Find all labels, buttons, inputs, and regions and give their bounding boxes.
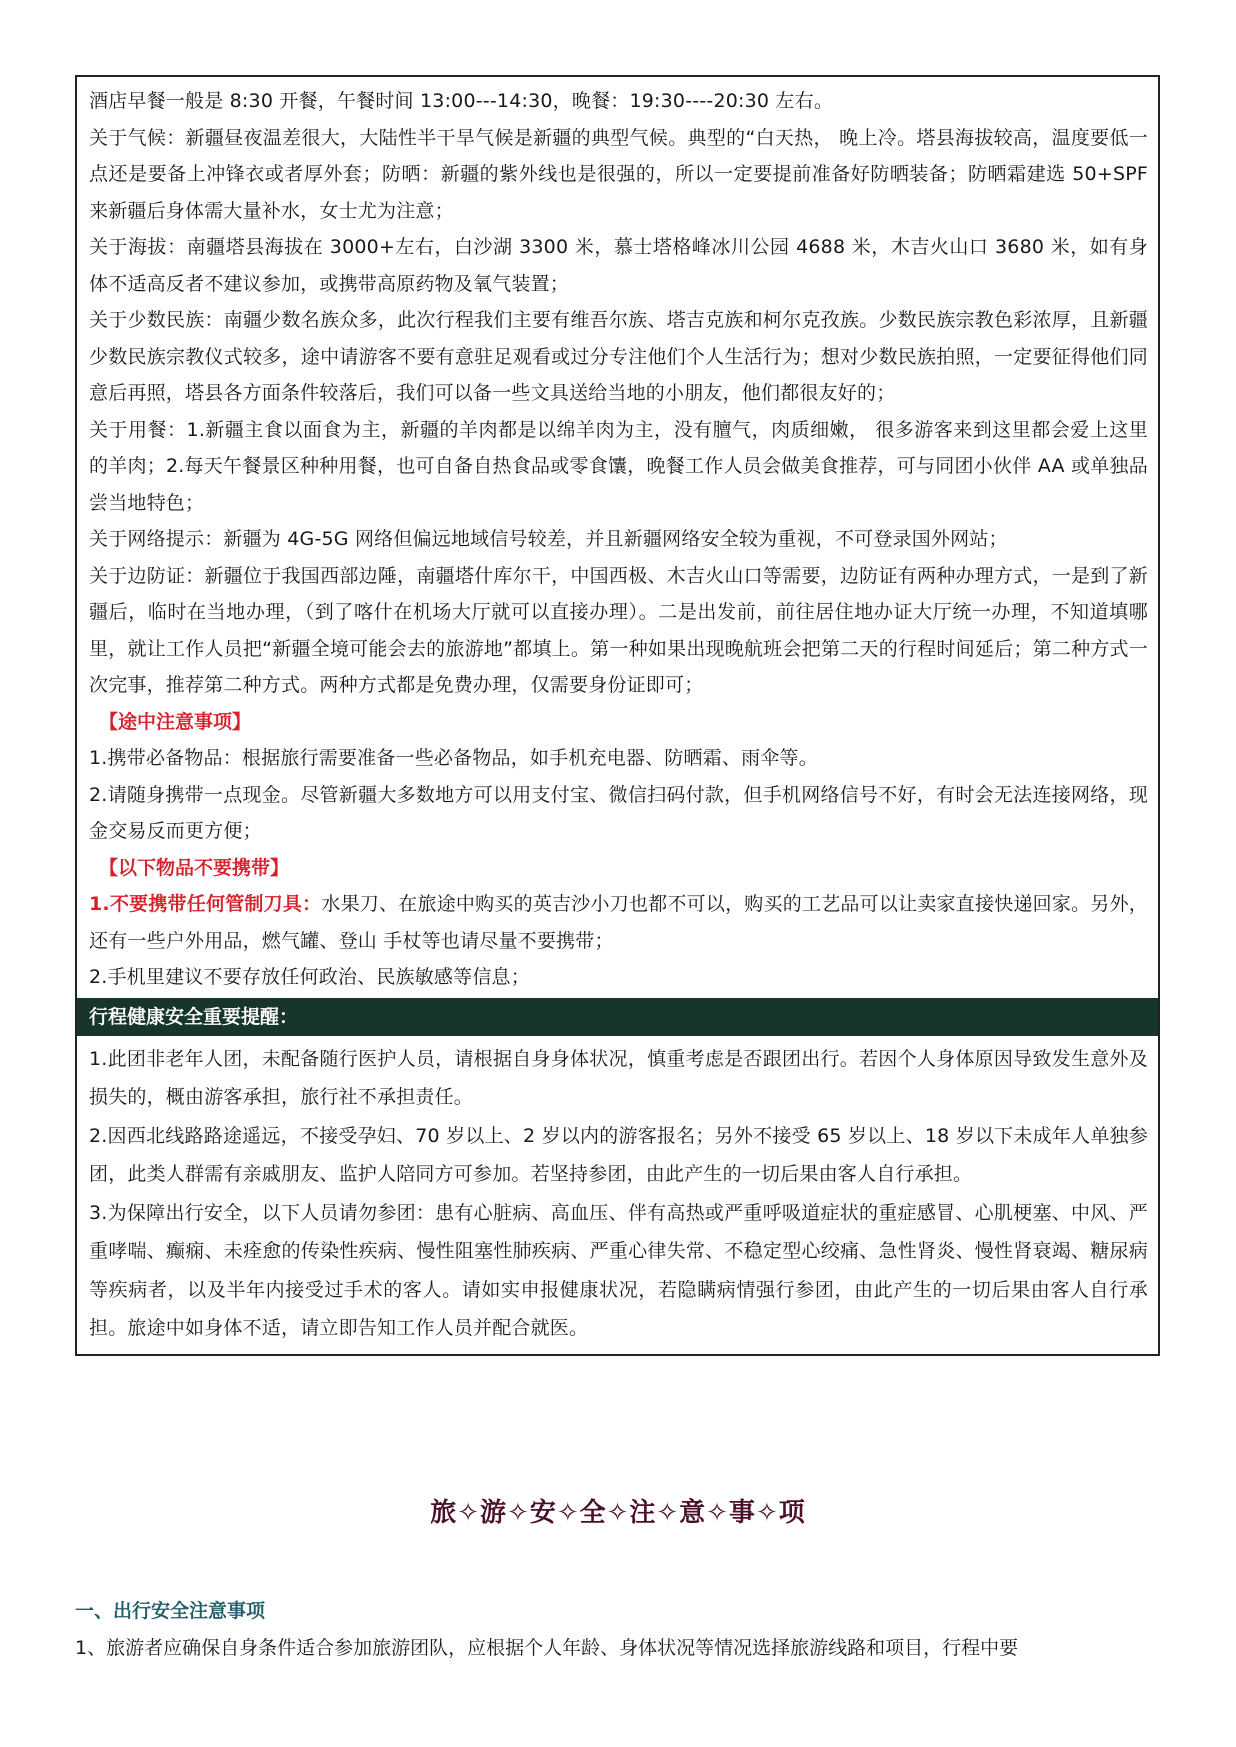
en-route-item: 1.携带必备物品：根据旅行需要准备一些必备物品，如手机充电器、防晒霜、雨伞等。 [89,747,818,769]
en-route-heading: 【途中注意事项】 [99,710,252,733]
safety-section-heading: 一、出行安全注意事项 [75,1600,266,1622]
travel-notes-section [77,77,1158,998]
meal-times-note: 酒店早餐一般是 8:30 开餐，午餐时间 13:00---14:30，晚餐：19:30----20:30 左右。 [89,90,834,112]
climate-note: 关于气候：新疆昼夜温差很大，大陆性半干旱气候是新疆的典型气候。典型的“白天热， 晚上冷。塔县海拔较高，温度要低一点还是要备上冲锋衣或者厚外套；防晒：新疆的紫外线也是很强的，所以一定要提前准备好防晒装备；防晒霜建选 50+SPF 来新疆后身体需大量补水，女士尤为注意； [89,126,1148,222]
ethnic-minorities-note: 关于少数民族：南疆少数名族众多，此次行程我们主要有维吾尔族、塔吉克族和柯尔克孜族。少数民族宗教色彩浓厚，且新疆少数民族宗教仪式较多，途中请游客不要有意驻足观看或过分专注他们个人生活行为；想对少数民族拍照，一定要征得他们同意后再照，塔县各方面条件较落后，我们可以备一些文具送给当地的小朋友，他们都很友好的； [89,309,1148,404]
safety-line: 1、旅游者应确保自身条件适合参加旅游团队，应根据个人年龄、身体状况等情况选择旅游线路和项目，行程中要 [75,1637,1019,1659]
border-permit-note: 关于边防证：新疆位于我国西部边陲，南疆塔什库尔干，中国西极、木吉火山口等需要，边防证有两种办理方式，一是到了新疆后，临时在当地办理，（到了喀什在机场大厅就可以直接办理）。二是出发前，前往居住地办证大厅统一办理，不知道填哪里，就让工作人员把“新疆全境可能会去的旅游地”都填上。第一种如果出现晚航班会把第二天的行程时间延后；第二种方式一次完事，推荐第二种方式。两种方式都是免费办理，仅需要身份证即可； [89,564,1148,696]
safety-title: 旅✧游✧安✧全✧注✧意✧事✧项 [430,1498,806,1528]
prohibited-item-lead: 1.不要携带任何管制刀具： [89,893,322,915]
health-bar-title: 行程健康安全重要提醒： [77,998,1158,1036]
altitude-note: 关于海拔：南疆塔县海拔在 3000+左右，白沙湖 3300 米，慕士塔格峰冰川公园 4688 米，木吉火山口 3680 米，如有身体不适高反者不建议参加，或携带高原药物及氧气装置； [89,236,1148,295]
prohibited-item-text: 水果刀、在旅途中购买的英吉沙小刀也都不可以，购买的工艺品可以让卖家直接快递回家。另外，还有一些户外用品，燃气罐、登山 手杖等也请尽量不要携带； [89,893,1148,952]
health-section [77,1036,1158,1354]
prohibited-item-info: 2.手机里建议不要存放任何政治、民族敏感等信息； [89,966,530,988]
health-item: 3.为保障出行安全，以下人员请勿参团：患有心脏病、高血压、伴有高热或严重呼吸道症状的重症感冒、心肌梗塞、中风、严重哮喘、癫痫、未痊愈的传染性疾病、慢性阻塞性肺疾病、严重心律失常、不稳定型心绞痛、急性肾炎、慢性肾衰竭、糖尿病等疾病者，以及半年内接受过手术的客人。请如实申报健康状况，若隐瞒病情强行参团，由此产生的一切后果由客人自行承担。旅途中如身体不适，请立即告知工作人员并配合就医。 [89,1201,1148,1339]
notice-box [75,75,1160,1356]
prohibited-item-knives [89,886,1148,959]
dining-note: 关于用餐：1.新疆主食以面食为主，新疆的羊肉都是以绵羊肉为主，没有膻气，肉质细嫩， 很多游客来到这里都会爱上这里的羊肉；2.每天午餐景区种种用餐，也可自备自热食品或零食馕，晚餐工作人员会做美食推荐，可与同团小伙伴 AA 或单独品尝当地特色； [89,418,1148,514]
prohibited-heading: 【以下物品不要携带】 [99,856,290,879]
health-item: 1.此团非老年人团，未配备随行医护人员，请根据自身身体状况，慎重考虑是否跟团出行。若因个人身体原因导致发生意外及损失的，概由游客承担，旅行社不承担责任。 [89,1047,1148,1108]
health-item: 2.因西北线路路途遥远，不接受孕妇、70 岁以上、2 岁以内的游客报名；另外不接受 65 岁以上、18 岁以下未成年人单独参团，此类人群需有亲戚朋友、监护人陪同方可参加。若坚持参团，由此产生的一切后果由客人自行承担。 [89,1124,1148,1185]
network-note: 关于网络提示：新疆为 4G-5G 网络但偏远地域信号较差，并且新疆网络安全较为重视，不可登录国外网站； [89,528,1008,550]
en-route-item: 2.请随身携带一点现金。尽管新疆大多数地方可以用支付宝、微信扫码付款，但手机网络信号不好，有时会无法连接网络，现金交易反而更方便； [89,783,1148,842]
